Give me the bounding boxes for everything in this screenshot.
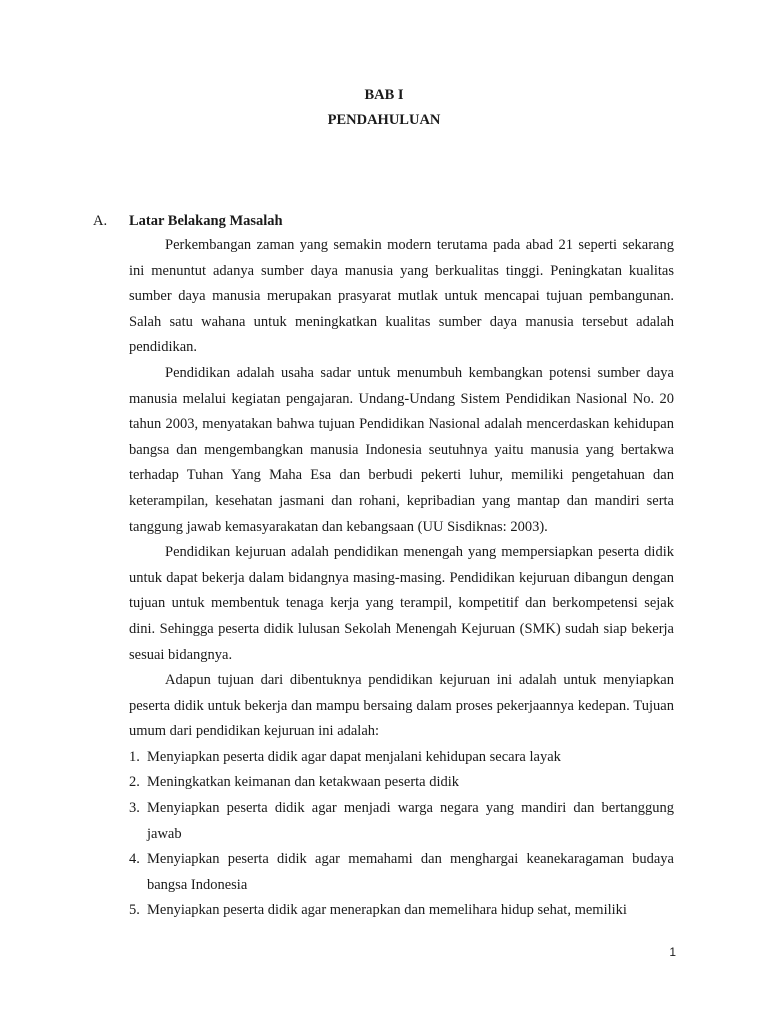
- list-item: [129, 770, 674, 796]
- section-marker: A.: [93, 213, 108, 229]
- list-item-number: 5.: [129, 902, 140, 919]
- body-text: [129, 233, 674, 924]
- list-item-number: 3.: [129, 800, 140, 817]
- list-item-text: Menyiapkan peserta didik agar memahami dan menghargai keanekaragaman budaya bangsa Indonesia: [147, 851, 674, 893]
- list-item-number: 4.: [129, 851, 140, 868]
- paragraph: Pendidikan kejuruan adalah pendidikan menengah yang mempersiapkan peserta didik untuk dapat bekerja dalam bidangnya masing-masing. Pendidikan kejuruan dibangun dengan tujuan untuk membentuk tenaga kerja yang terampil, kompetitif dan berkompetensi sejak dini. Sehingga peserta didik lulusan Sekolah Menengah Kejuruan (SMK) sudah siap bekerja sesuai bidangnya.: [129, 544, 674, 663]
- objectives-list: [129, 745, 674, 924]
- list-item: [129, 847, 674, 898]
- list-item: [129, 796, 674, 847]
- paragraph: Perkembangan zaman yang semakin modern terutama pada abad 21 seperti sekarang ini menuntut adanya sumber daya manusia yang berkualitas tinggi. Peningkatan kualitas sumber daya manusia merupakan prasyarat mutlak untuk mencapai tujuan pembangunan. Salah satu wahana untuk meningkatkan kualitas sumber daya manusia tersebut adalah pendidikan.: [129, 237, 674, 356]
- list-item: [129, 898, 674, 924]
- section-title: Latar Belakang Masalah: [129, 213, 283, 229]
- list-item-text: Menyiapkan peserta didik agar menjadi warga negara yang mandiri dan bertanggung jawab: [147, 800, 674, 842]
- paragraph: Pendidikan adalah usaha sadar untuk menumbuh kembangkan potensi sumber daya manusia melalui kegiatan pengajaran. Undang-Undang Sistem Pendidikan Nasional No. 20 tahun 2003, menyatakan bahwa tujuan Pendidikan Nasional adalah mencerdaskan kehidupan bangsa dan mengembangkan manusia Indonesia seutuhnya yaitu manusia yang bertakwa terhadap Tuhan Yang Maha Esa dan berbudi pekerti luhur, memiliki pengetahuan dan keterampilan, kesehatan jasmani dan rohani, kepribadian yang mantap dan mandiri serta tanggung jawab kemasyarakatan dan kebangsaan (UU Sisdiknas: 2003).: [129, 364, 674, 535]
- page-number: 1: [669, 945, 676, 959]
- chapter-title: PENDAHULUAN: [327, 112, 441, 128]
- list-item-text: Menyiapkan peserta didik agar menerapkan dan memelihara hidup sehat, memiliki: [147, 902, 627, 919]
- list-item-number: 2.: [129, 774, 140, 791]
- list-item: [129, 745, 674, 771]
- list-item-number: 1.: [129, 748, 140, 765]
- list-item-text: Menyiapkan peserta didik agar dapat menjalani kehidupan secara layak: [147, 748, 561, 765]
- chapter-heading: BAB I: [364, 87, 404, 103]
- list-item-text: Meningkatkan keimanan dan ketakwaan peserta didik: [147, 774, 460, 791]
- paragraph: Adapun tujuan dari dibentuknya pendidikan kejuruan ini adalah untuk menyiapkan peserta didik untuk bekerja dan mampu bersaing dalam proses pekerjaannya kedepan. Tujuan umum dari pendidikan kejuruan ini adalah:: [129, 672, 674, 740]
